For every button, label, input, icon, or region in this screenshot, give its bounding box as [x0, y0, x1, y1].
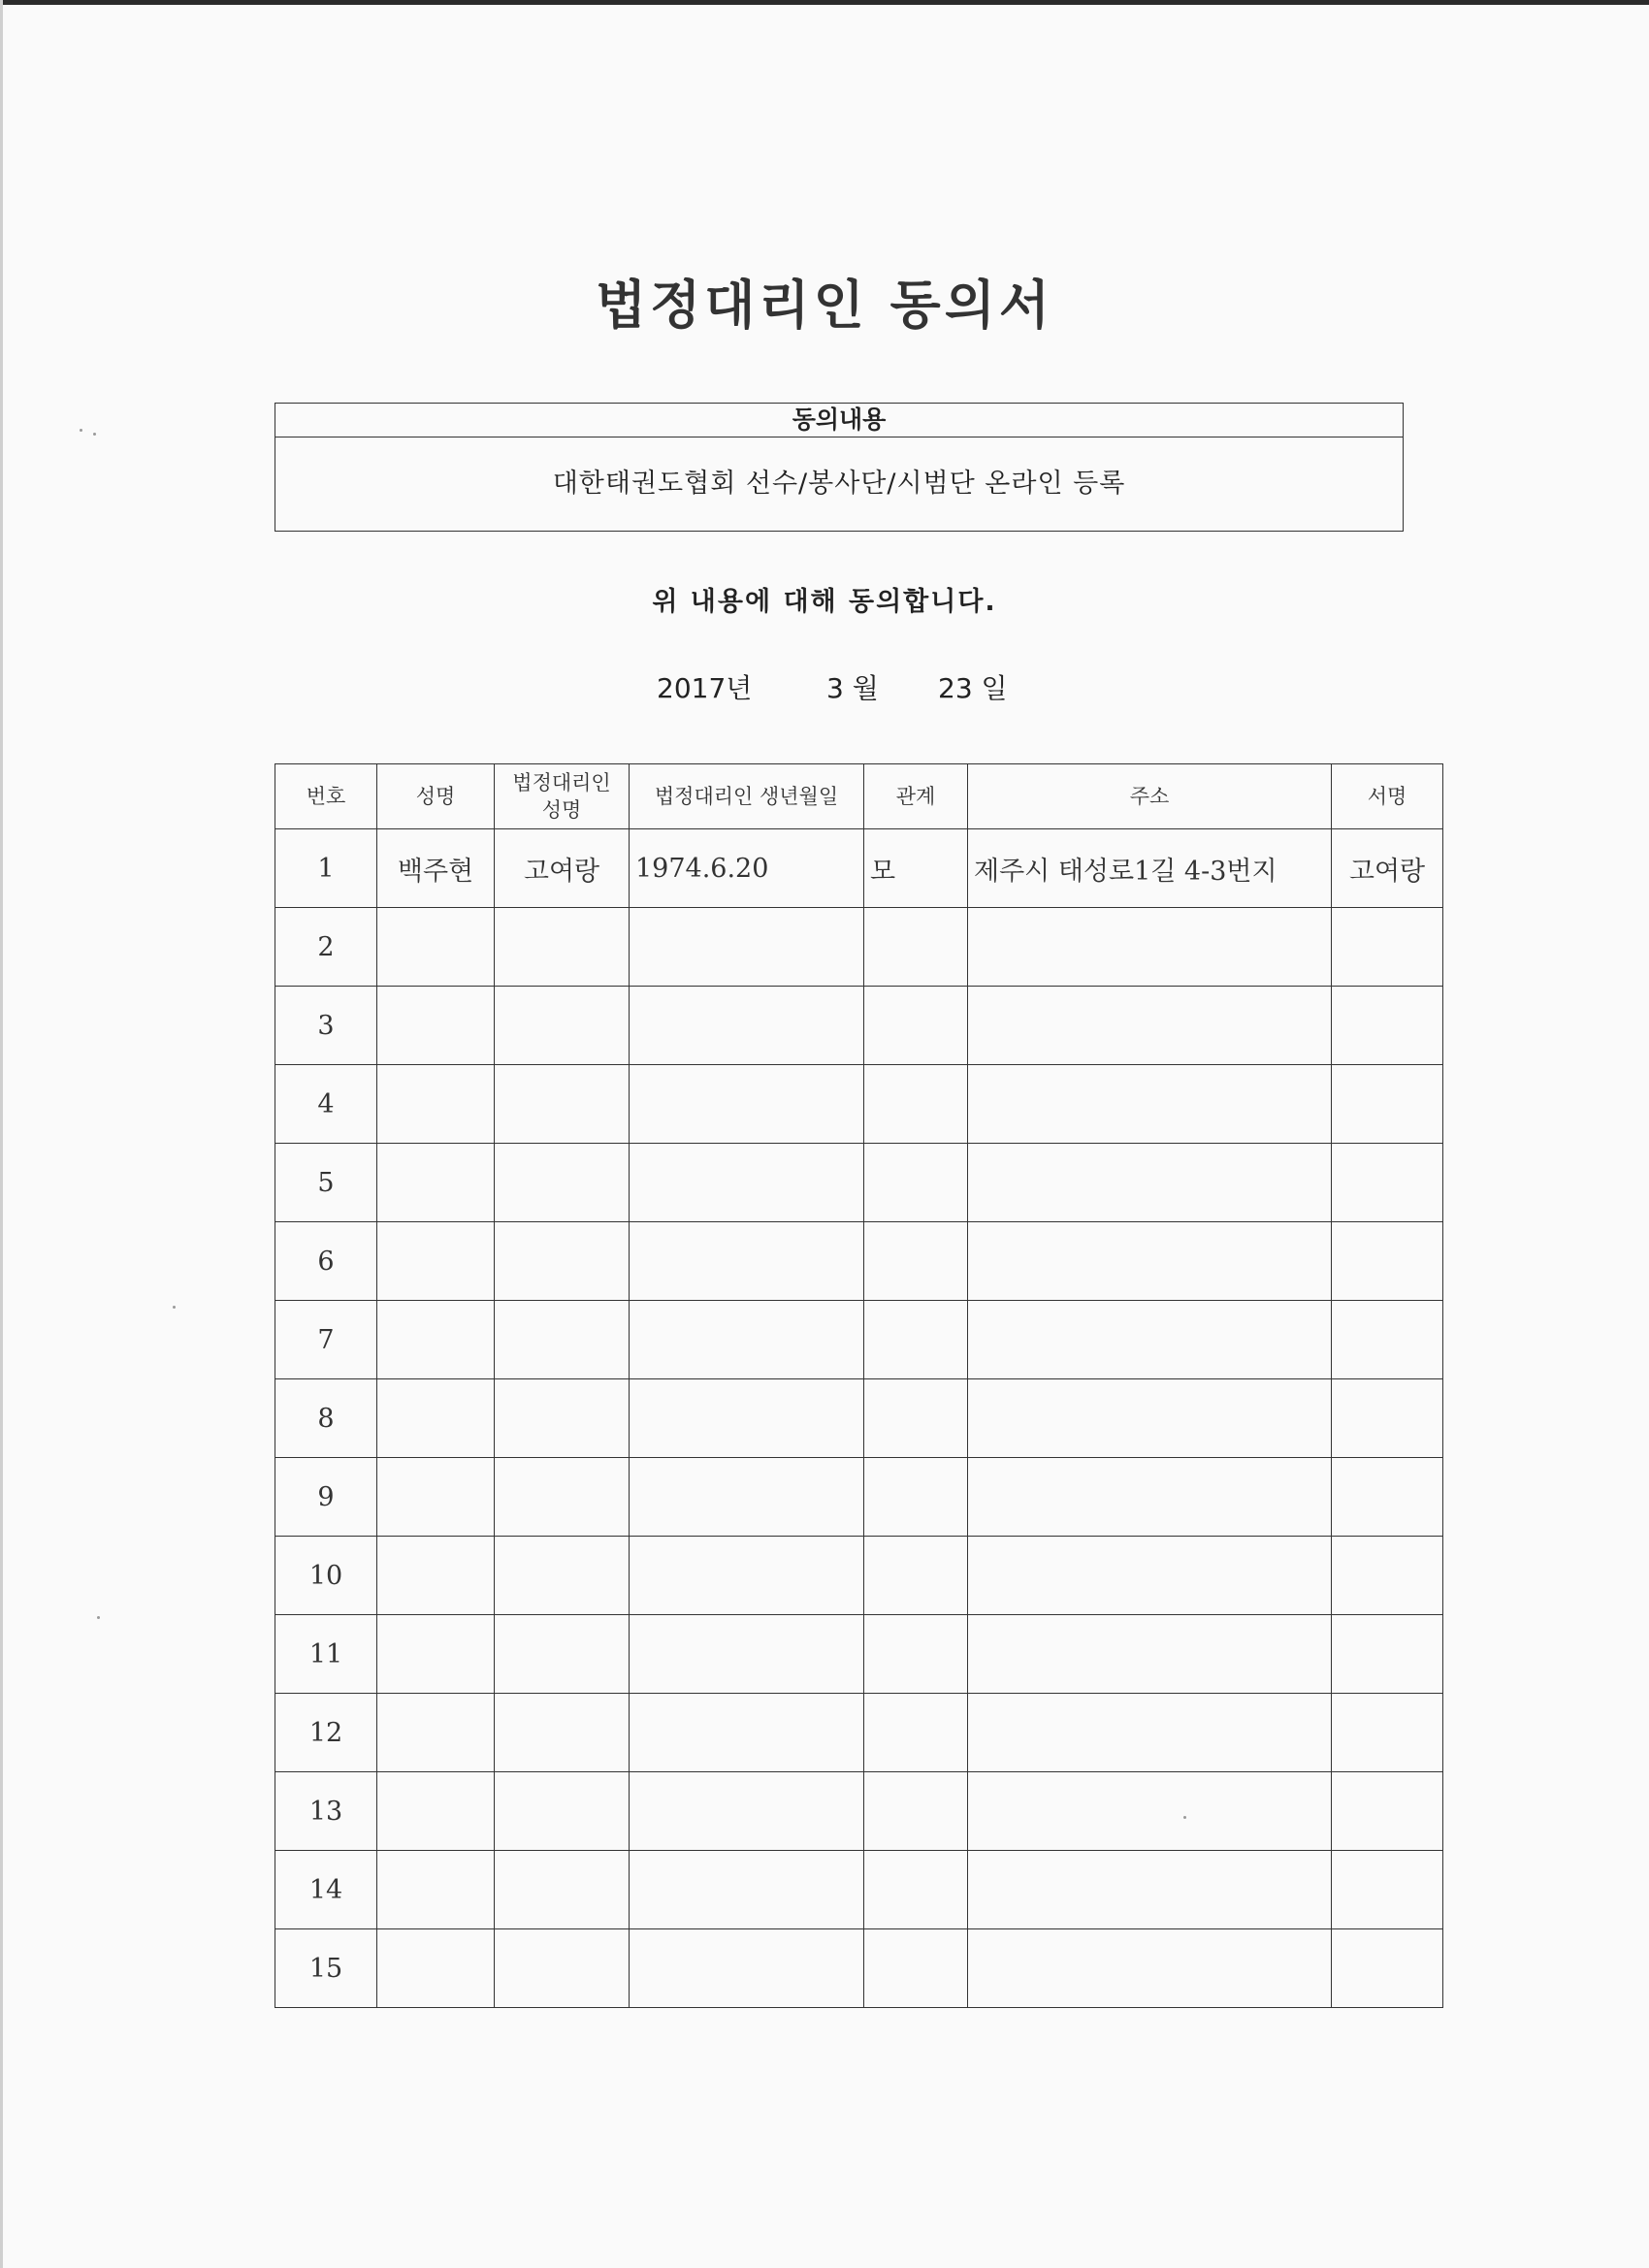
cell-relation: 모 — [864, 829, 968, 908]
scan-top-edge — [0, 0, 1649, 5]
cell-signature — [1332, 1615, 1443, 1694]
cell-address — [968, 987, 1332, 1065]
cell-legal-rep-birth — [630, 1929, 864, 2008]
cell-legal-rep-birth — [630, 908, 864, 987]
cell-legal-rep-name — [495, 908, 630, 987]
cell-legal-rep-name — [495, 1065, 630, 1144]
cell-signature — [1332, 1065, 1443, 1144]
cell-legal-rep-birth — [630, 1851, 864, 1929]
table-row — [275, 829, 1443, 908]
cell-legal-rep-name — [495, 1144, 630, 1222]
cell-no: 15 — [275, 1929, 377, 2008]
cell-legal-rep-birth — [630, 1458, 864, 1537]
cell-no: 10 — [275, 1537, 377, 1615]
cell-legal-rep-name — [495, 1929, 630, 2008]
cell-legal-rep-name — [495, 987, 630, 1065]
date-month: 3 월 — [826, 672, 879, 704]
cell-no: 14 — [275, 1851, 377, 1929]
cell-legal-rep-birth — [630, 1537, 864, 1615]
header-signature: 서명 — [1332, 764, 1443, 829]
cell-address — [968, 1222, 1332, 1301]
cell-signature — [1332, 1772, 1443, 1851]
table-row — [275, 1694, 1443, 1772]
cell-signature — [1332, 1458, 1443, 1537]
scan-left-edge — [0, 0, 3, 2268]
cell-signature — [1332, 987, 1443, 1065]
cell-name — [377, 1379, 495, 1458]
cell-signature — [1332, 1379, 1443, 1458]
cell-address — [968, 1929, 1332, 2008]
table-row — [275, 987, 1443, 1065]
table-row — [275, 1222, 1443, 1301]
cell-relation — [864, 1301, 968, 1379]
cell-relation — [864, 1458, 968, 1537]
cell-signature — [1332, 1537, 1443, 1615]
cell-legal-rep-birth — [630, 1301, 864, 1379]
cell-relation — [864, 1694, 968, 1772]
cell-no: 13 — [275, 1772, 377, 1851]
cell-no: 7 — [275, 1301, 377, 1379]
cell-signature: 고여랑 — [1332, 829, 1443, 908]
table-row — [275, 1772, 1443, 1851]
cell-address — [968, 1772, 1332, 1851]
cell-no: 6 — [275, 1222, 377, 1301]
consent-content: 대한태권도협회 선수/봉사단/시범단 온라인 등록 — [552, 469, 1126, 499]
cell-signature — [1332, 1694, 1443, 1772]
consent-box — [275, 403, 1404, 532]
cell-name — [377, 1458, 495, 1537]
scan-speck — [173, 1306, 176, 1309]
cell-legal-rep-birth — [630, 1065, 864, 1144]
cell-legal-rep-birth — [630, 1772, 864, 1851]
cell-name — [377, 1929, 495, 2008]
table-row — [275, 1379, 1443, 1458]
cell-name — [377, 1851, 495, 1929]
header-no: 번호 — [275, 764, 377, 829]
cell-name — [377, 1065, 495, 1144]
cell-name — [377, 1694, 495, 1772]
cell-address — [968, 1851, 1332, 1929]
cell-address — [968, 1615, 1332, 1694]
header-legal-rep-name: 법정대리인 성명 — [495, 764, 630, 829]
cell-legal-rep-birth — [630, 1694, 864, 1772]
table-row — [275, 1851, 1443, 1929]
scan-speck — [80, 429, 82, 432]
date-year: 2017년 — [657, 672, 753, 704]
cell-address — [968, 1537, 1332, 1615]
cell-legal-rep-name — [495, 1379, 630, 1458]
cell-legal-rep-birth — [630, 987, 864, 1065]
cell-name — [377, 987, 495, 1065]
cell-no: 12 — [275, 1694, 377, 1772]
date-day: 23 일 — [938, 672, 1008, 704]
cell-relation — [864, 1929, 968, 2008]
cell-legal-rep-name — [495, 1615, 630, 1694]
cell-legal-rep-birth — [630, 1615, 864, 1694]
cell-legal-rep-name — [495, 1772, 630, 1851]
cell-legal-rep-name — [495, 1537, 630, 1615]
cell-relation — [864, 1144, 968, 1222]
cell-name: 백주현 — [377, 829, 495, 908]
cell-name — [377, 1772, 495, 1851]
table-row — [275, 1615, 1443, 1694]
cell-no: 11 — [275, 1615, 377, 1694]
cell-relation — [864, 1615, 968, 1694]
cell-relation — [864, 1379, 968, 1458]
cell-no: 4 — [275, 1065, 377, 1144]
table-row — [275, 1065, 1443, 1144]
cell-relation — [864, 908, 968, 987]
cell-name — [377, 1222, 495, 1301]
date-line — [657, 667, 1008, 706]
header-name: 성명 — [377, 764, 495, 829]
legal-representative-table — [275, 763, 1443, 2008]
cell-no: 1 — [275, 829, 377, 908]
cell-no: 8 — [275, 1379, 377, 1458]
cell-legal-rep-birth: 1974.6.20 — [630, 829, 864, 908]
cell-legal-rep-name — [495, 1222, 630, 1301]
cell-no: 5 — [275, 1144, 377, 1222]
cell-signature — [1332, 1144, 1443, 1222]
cell-legal-rep-name — [495, 1851, 630, 1929]
table-row — [275, 908, 1443, 987]
cell-address — [968, 1694, 1332, 1772]
cell-legal-rep-name — [495, 1694, 630, 1772]
cell-relation — [864, 1222, 968, 1301]
agreement-statement: 위 내용에 대해 동의합니다. — [652, 587, 997, 617]
cell-relation — [864, 1065, 968, 1144]
cell-legal-rep-birth — [630, 1379, 864, 1458]
cell-legal-rep-birth — [630, 1144, 864, 1222]
cell-name — [377, 1144, 495, 1222]
cell-relation — [864, 1537, 968, 1615]
cell-legal-rep-birth — [630, 1222, 864, 1301]
cell-no: 3 — [275, 987, 377, 1065]
table-header-row — [275, 764, 1443, 829]
cell-no: 2 — [275, 908, 377, 987]
table-row — [275, 1301, 1443, 1379]
cell-name — [377, 1301, 495, 1379]
cell-name — [377, 1615, 495, 1694]
cell-relation — [864, 987, 968, 1065]
cell-signature — [1332, 908, 1443, 987]
header-relation: 관계 — [864, 764, 968, 829]
document-title: 법정대리인 동의서 — [595, 275, 1054, 336]
cell-legal-rep-name: 고여랑 — [495, 829, 630, 908]
cell-address — [968, 1144, 1332, 1222]
cell-relation — [864, 1772, 968, 1851]
cell-address — [968, 1458, 1332, 1537]
cell-address: 제주시 태성로1길 4-3번지 — [968, 829, 1332, 908]
scan-speck — [97, 1616, 100, 1619]
cell-no: 9 — [275, 1458, 377, 1537]
cell-address — [968, 1379, 1332, 1458]
table-row — [275, 1537, 1443, 1615]
table-row — [275, 1458, 1443, 1537]
cell-legal-rep-name — [495, 1301, 630, 1379]
header-address: 주소 — [968, 764, 1332, 829]
scan-speck — [93, 433, 96, 436]
table-row — [275, 1144, 1443, 1222]
consent-header: 동의내용 — [275, 404, 1403, 437]
cell-signature — [1332, 1851, 1443, 1929]
cell-signature — [1332, 1222, 1443, 1301]
cell-address — [968, 908, 1332, 987]
cell-signature — [1332, 1929, 1443, 2008]
header-legal-rep-birth: 법정대리인 생년월일 — [630, 764, 864, 829]
table-row — [275, 1929, 1443, 2008]
cell-address — [968, 1065, 1332, 1144]
cell-legal-rep-name — [495, 1458, 630, 1537]
cell-name — [377, 908, 495, 987]
cell-address — [968, 1301, 1332, 1379]
cell-relation — [864, 1851, 968, 1929]
cell-signature — [1332, 1301, 1443, 1379]
cell-name — [377, 1537, 495, 1615]
